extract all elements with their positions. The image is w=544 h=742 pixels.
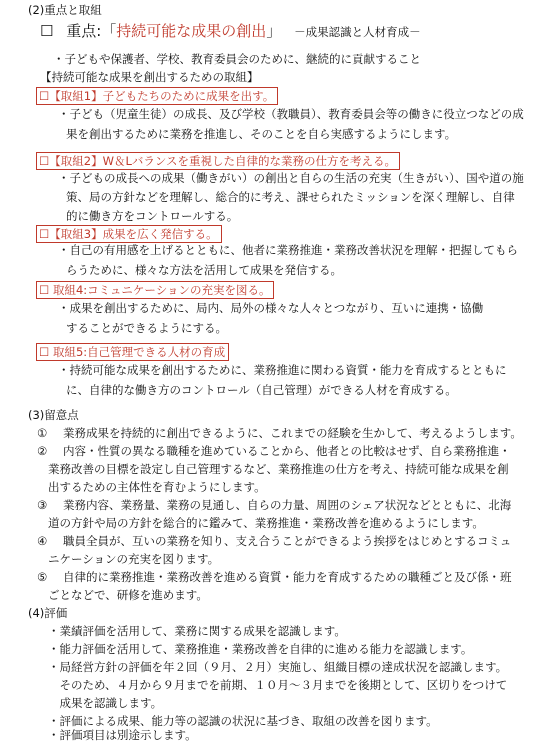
headline-checkbox-icon: ☐ xyxy=(40,22,54,40)
item5-line2: に、自律的な働き方のコントロール（自己管理）ができる人材を育成する。 xyxy=(66,383,457,397)
item3-line1: ・自己の有用感を上げるとともに、他者に業務推進・業務改善状況を理解・把握してもら xyxy=(58,243,518,257)
point5-line1: 自律的に業務推進・業務改善を進める資質・能力を育成するための職種ごと及び係・班 xyxy=(63,570,512,584)
headline-suffix: 」 xyxy=(266,22,282,40)
item1-label: ☐【取組1】子どもたちのために成果を出す。 xyxy=(36,87,278,105)
intro-heading: 【持続可能な成果を創出するための取組】 xyxy=(40,70,259,84)
eval-line3: ・局経営方針の評価を年２回（９月、２月）実施し、組織目標の達成状況を認識します。 xyxy=(48,660,508,674)
point4-line1: 職員全員が、互いの業務を知り、支え合うことができるよう挨拶をはじめとするコミュ xyxy=(63,534,512,548)
item4-line2: することができるようにする。 xyxy=(66,321,227,335)
item4-line1: ・成果を創出するために、局内、局外の様々な人々とつながり、互いに連携・協働 xyxy=(58,301,484,315)
point2-line3: 出するための主体性を育むようにします。 xyxy=(48,480,266,494)
eval-line4: そのため、４月から９月までを前期、１０月～３月までを後期として、区切りをつけて xyxy=(48,678,508,692)
item1-line1: ・子ども（児童生徒）の成長、及び学校（教職員）、教育委員会等の働きに役立つなどの成 xyxy=(58,107,524,121)
point3-row xyxy=(37,498,511,512)
eval-line2: ・能力評価を活用して、業務推進・業務改善を自律的に進める能力を認識します。 xyxy=(48,642,473,656)
point1-row xyxy=(37,426,522,440)
point2-row xyxy=(37,444,511,458)
item3-label: ☐【取組3】成果を広く発信する。 xyxy=(36,225,222,243)
item5-line1: ・持続可能な成果を創出するために、業務推進に関わる資質・能力を育成するとともに xyxy=(58,363,507,377)
point3-num: ③ xyxy=(37,498,48,512)
point4-line2: ニケーションの充実を図ります。 xyxy=(48,552,220,566)
eval-line7: ・評価項目は別途示します。 xyxy=(48,728,197,742)
item2-line1: ・子どもの成長への成果（働きがい）の創出と自らの生活の充実（生きがい）、国や道の施 xyxy=(58,171,524,185)
point4-row xyxy=(37,534,511,548)
headline-subtitle: －成果認識と人材育成－ xyxy=(294,25,421,39)
point4-num: ④ xyxy=(37,534,48,548)
section4-title: (4)評価 xyxy=(28,606,68,620)
item5-label: ☐ 取組5:自己管理できる人材の育成 xyxy=(36,343,229,361)
item1-line2: 果を創出するために業務を推進し、そのことを自ら実感するようにします。 xyxy=(66,127,457,141)
point5-row xyxy=(37,570,512,584)
item4-label: ☐ 取組4:コミュニケーションの充実を図る。 xyxy=(36,281,274,299)
point1-num: ① xyxy=(37,426,48,440)
item3-line2: らうために、様々な方法を活用して成果を発信する。 xyxy=(66,263,342,277)
section3-title: (3)留意点 xyxy=(28,408,79,422)
item2-line2: 策、局の方針などを理解し、総合的に考え、課せられたミッションを深く理解し、自律 xyxy=(66,190,515,204)
eval-line6: ・評価による成果、能力等の認識の状況に基づき、取組の改善を図ります。 xyxy=(48,714,438,728)
eval-line5: 成果を認識します。 xyxy=(48,696,163,710)
section2-title: (2)重点と取組 xyxy=(28,3,102,17)
headline xyxy=(40,21,421,42)
point5-num: ⑤ xyxy=(37,570,48,584)
headline-prefix: 重点:「 xyxy=(66,22,117,40)
point2-num: ② xyxy=(37,444,48,458)
item2-line3: 的に働き方をコントロールする。 xyxy=(66,209,239,223)
point3-line2: 道の方針や局の方針を総合的に鑑みて、業務推進・業務改善を進めるようにします。 xyxy=(48,516,484,530)
intro-line: ・子どもや保護者、学校、教育委員会のために、継続的に貢献すること xyxy=(53,52,421,66)
point5-line2: ごとなどで、研修を進めます。 xyxy=(48,588,208,602)
point1-line1: 業務成果を持続的に創出できるように、これまでの経験を生かして、考えるようします。 xyxy=(63,426,522,440)
point3-line1: 業務内容、業務量、業務の見通し、自らの力量、周囲のシェア状況などとともに、北海 xyxy=(63,498,512,512)
item2-label: ☐【取組2】W＆Lバランスを重視した自律的な業務の仕方を考える。 xyxy=(36,152,400,170)
point2-line1: 内容・性質の異なる職種を進めていることから、他者との比較はせず、自ら業務推進・ xyxy=(63,444,511,458)
point2-line2: 業務改善の目標を設定し自己管理するなど、業務推進の仕方を考え、持続可能な成果を創 xyxy=(48,462,509,476)
eval-line1: ・業績評価を活用して、業務に関する成果を認識します。 xyxy=(48,624,346,638)
headline-red-text: 持続可能な成果の創出 xyxy=(116,22,267,40)
